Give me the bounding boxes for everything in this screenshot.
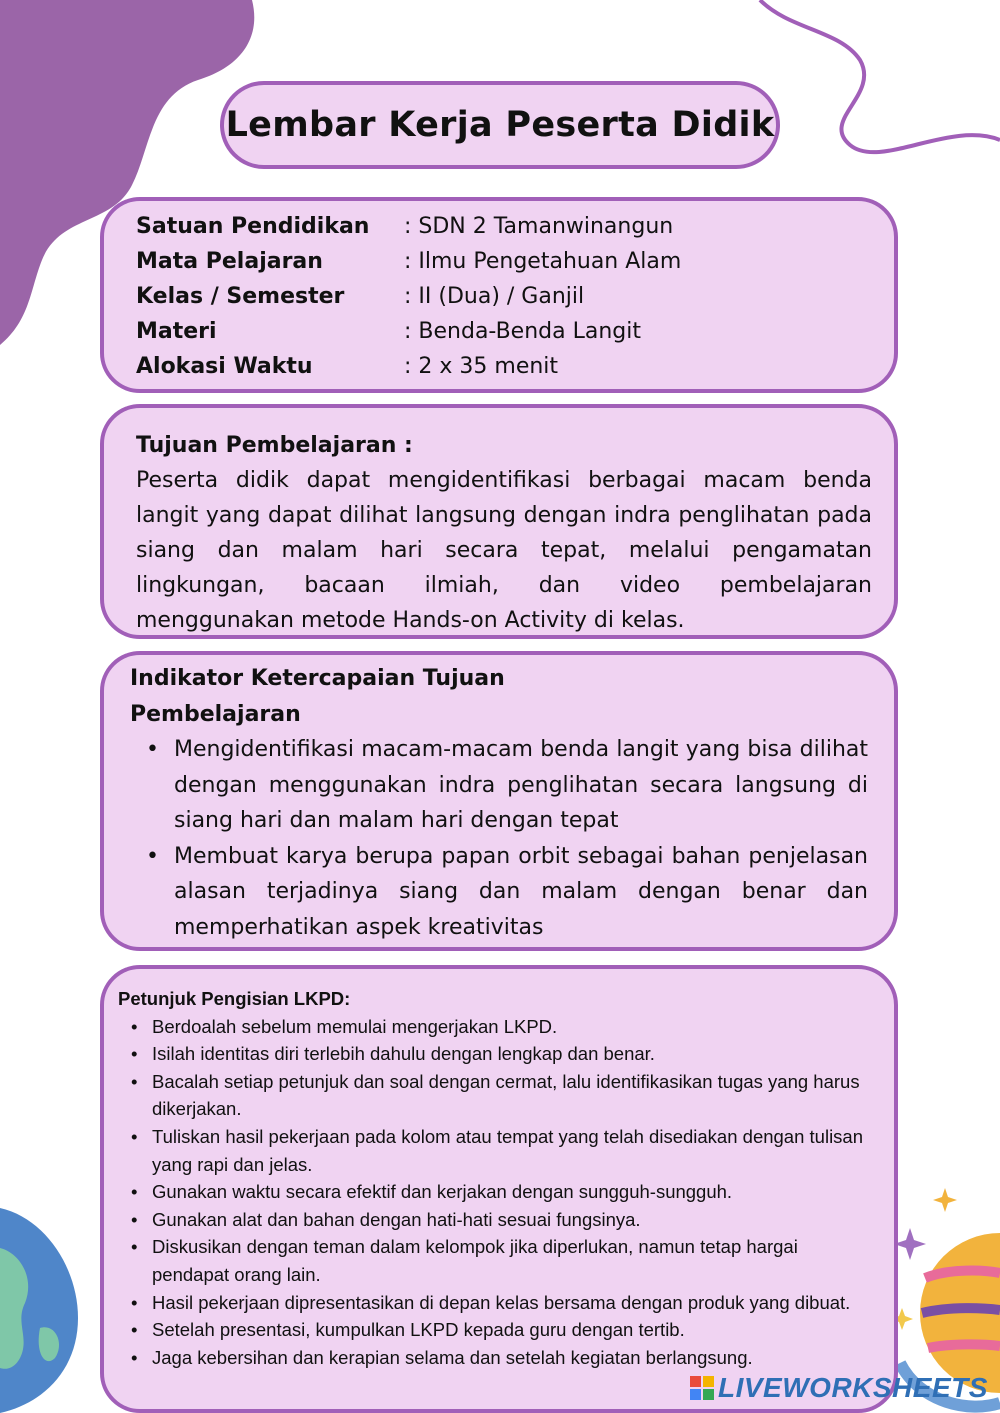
indicator-heading: Indikator Ketercapaian Tujuan <box>130 666 505 691</box>
identity-label: Kelas / Semester <box>136 284 345 309</box>
page-title: Lembar Kerja Peserta Didik <box>225 105 775 145</box>
purple-curve-decoration <box>750 0 1000 170</box>
instructions-panel <box>100 965 898 1413</box>
list-item: • Hasil pekerjaan dipresentasikan di depan kelas bersama dengan produk yang dibuat. <box>118 1289 864 1317</box>
learning-goal-heading: Tujuan Pembelajaran : <box>136 433 413 458</box>
learning-goal-text: Peserta didik dapat mengidentifikasi berbagai macam benda langit yang dapat dilihat langsung dengan indra penglihatan pada siang dan malam hari secara tepat, melalui pengamatan lingkungan, bacaan ilmiah, dan video pembelajaran menggunakan metode Hands-on Activity di kelas. <box>136 468 872 633</box>
identity-value: : 2 x 35 menit <box>404 354 559 379</box>
liveworksheets-logo-icon <box>690 1376 714 1400</box>
identity-value: : Ilmu Pengetahuan Alam <box>404 249 682 274</box>
identity-value: : SDN 2 Tamanwinangun <box>404 214 674 239</box>
list-item: • Tuliskan hasil pekerjaan pada kolom atau tempat yang telah disediakan dengan tulisan yang rapi dan jelas. <box>118 1123 864 1178</box>
list-item: • Mengidentifikasi macam-macam benda langit yang bisa dilihat dengan menggunakan indra penglihatan secara langsung di siang hari dan malam hari dengan tepat <box>130 732 868 839</box>
identity-label: Satuan Pendidikan <box>136 214 370 239</box>
list-item: • Membuat karya berupa papan orbit sebagai bahan penjelasan alasan terjadinya siang dan malam dengan benar dan memperhatikan aspek kreativitas <box>130 839 868 946</box>
instructions-list <box>118 1013 864 1372</box>
list-item: • Berdoalah sebelum memulai mengerjakan LKPD. <box>118 1013 864 1041</box>
list-item: • Gunakan alat dan bahan dengan hati-hati sesuai fungsinya. <box>118 1206 864 1234</box>
list-item: • Setelah presentasi, kumpulkan LKPD kepada guru dengan tertib. <box>118 1316 864 1344</box>
liveworksheets-watermark[interactable] <box>690 1371 988 1405</box>
list-item: • Diskusikan dengan teman dalam kelompok jika diperlukan, namun tetap hargai pendapat orang lain. <box>118 1233 864 1288</box>
identity-label: Materi <box>136 319 217 344</box>
identity-label: Alokasi Waktu <box>136 354 313 379</box>
list-item: • Isilah identitas diri terlebih dahulu dengan lengkap dan benar. <box>118 1040 864 1068</box>
watermark-text: LIVEWORKSHEETS <box>718 1372 988 1403</box>
indicator-list <box>130 732 868 945</box>
indicator-panel <box>100 651 898 951</box>
identity-value: : Benda-Benda Langit <box>404 319 641 344</box>
instructions-heading: Petunjuk Pengisian LKPD: <box>118 988 351 1009</box>
list-item: • Bacalah setiap petunjuk dan soal dengan cermat, lalu identifikasikan tugas yang harus dikerjakan. <box>118 1068 864 1123</box>
learning-goal-panel <box>100 404 898 639</box>
title-banner <box>220 81 780 169</box>
indicator-heading-line2: Pembelajaran <box>130 701 301 727</box>
earth-icon <box>0 1208 80 1413</box>
identity-panel <box>100 197 898 393</box>
list-item: • Jaga kebersihan dan kerapian selama dan setelah kegiatan berlangsung. <box>118 1344 864 1372</box>
list-item: • Gunakan waktu secara efektif dan kerjakan dengan sungguh-sungguh. <box>118 1178 864 1206</box>
identity-label: Mata Pelajaran <box>136 249 323 274</box>
identity-value: : II (Dua) / Ganjil <box>404 284 585 309</box>
